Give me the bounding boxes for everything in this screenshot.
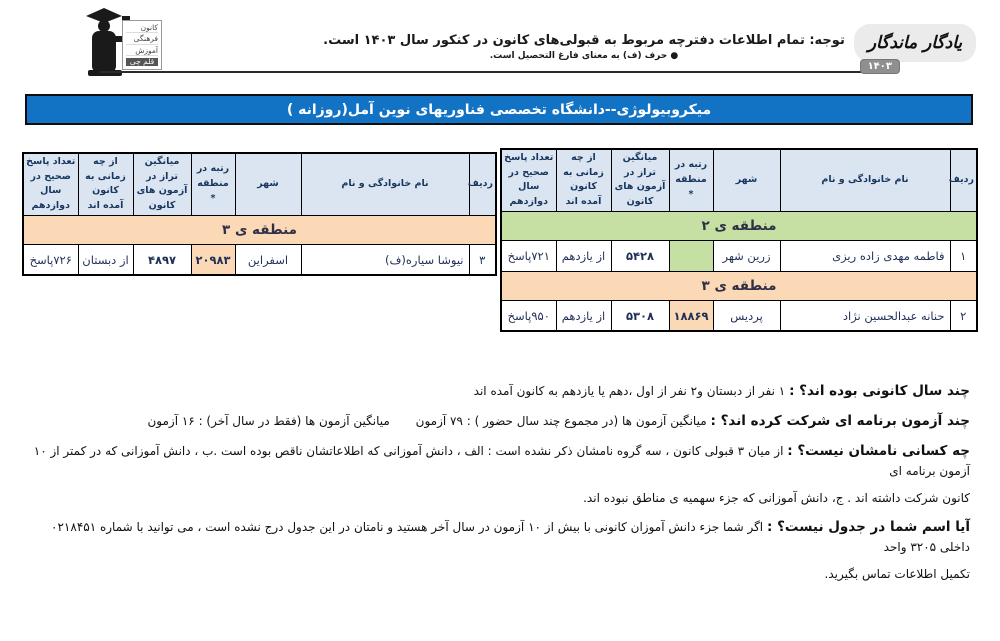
col-header-city: شهر — [235, 153, 301, 215]
results-table-left — [22, 152, 497, 276]
faq-q2-text-a: میانگین آزمون ها (در مجموع چند سال حضور ) : ۷۹ آزمون — [415, 413, 707, 428]
table-header-row — [501, 149, 977, 211]
brand-title: یادگار ماندگار — [867, 33, 963, 53]
faq-q3-text-cont: کانون شرکت داشته اند . ج، دانش آموزانی که جزء سهمیه ی مناطق نبوده اند. — [583, 491, 970, 506]
cell-avg: ۵۳۰۸ — [611, 300, 669, 331]
logo-scroll — [122, 20, 162, 70]
cell-since: از دبستان — [78, 244, 133, 275]
faq-q4-text-cont: تکمیل اطلاعات تماس بگیرید. — [824, 567, 970, 582]
col-header-radif: ردیف — [469, 153, 496, 215]
header-note-main: توجه: تمام اطلاعات دفترچه مربوط به قبولی‌های کانون در کنکور سال ۱۴۰۳ است. — [323, 33, 845, 48]
cell-answers: ۷۲۶پاسخ — [23, 244, 78, 275]
faq-q3-text: از میان ۳ قبولی کانون ، سه گروه نامشان ذکر نشده است : الف ، دانش آموزانی که اطلاعاتشان ناقص بوده است .ب ، دانش آموزانی که در کمتر از ۱۰ آزمون برنامه ای — [33, 443, 970, 478]
col-header-rank: رتبه در منطقه * — [669, 149, 713, 211]
results-table-right — [500, 148, 978, 332]
col-header-radif: ردیف — [950, 149, 977, 211]
header-note — [314, 33, 854, 61]
cell-name: حنانه عبدالحسین نژاد — [780, 300, 950, 331]
faq-q2-text-b: میانگین آزمون ها (فقط در سال آخر) : ۱۶ آزمون — [147, 413, 390, 428]
page-header — [0, 0, 1000, 92]
col-header-name: نام خانوادگی و نام — [301, 153, 469, 215]
cell-avg: ۵۴۲۸ — [611, 240, 669, 271]
footnotes — [30, 381, 970, 593]
col-header-avg: میانگین تراز در آزمون های کانون — [133, 153, 191, 215]
table-row — [501, 300, 977, 331]
faq-q4-label: آیا اسم شما در جدول نیست؟ : — [766, 518, 970, 535]
header-divider — [100, 71, 868, 73]
cell-answers: ۷۲۱پاسخ — [501, 240, 556, 271]
faq-line-4 — [30, 489, 970, 508]
faq-q3-label: چه کسانی نامشان نیست؟ : — [787, 442, 970, 459]
header-note-sub: ● حرف (ف) به معنای فارغ التحصیل است. — [489, 51, 679, 61]
faq-q1-text: ۱ نفر از دبستان و۲ نفر از اول ،دهم یا یازدهم به کانون آمده اند — [473, 384, 786, 398]
cell-city: اسفراین — [235, 244, 301, 275]
col-header-answers: تعداد پاسخ صحیح در سال دوازدهم — [23, 153, 78, 215]
logo-line-highlight: قلم چی — [126, 58, 158, 66]
faq-q2-label: چند آزمون برنامه ای شرکت کرده اند؟ : — [710, 412, 970, 429]
cell-rank — [669, 240, 713, 271]
cell-avg: ۴۸۹۷ — [133, 244, 191, 275]
col-header-avg: میانگین تراز در آزمون های کانون — [611, 149, 669, 211]
major-title-text: میکروبیولوژی--دانشگاه تخصصی فناوریهای نوین آمل(روزانه ) — [286, 101, 712, 118]
region-band-label: منطقه ی ۳ — [501, 271, 977, 300]
cell-city: پردیس — [713, 300, 780, 331]
faq-q1-label: چند سال کانونی بوده اند؟ : — [789, 383, 970, 399]
cell-name: فاطمه مهدی زاده ریزی — [780, 240, 950, 271]
col-header-answers: تعداد پاسخ صحیح در سال دوازدهم — [501, 149, 556, 211]
kanoon-logo — [78, 4, 164, 80]
cell-rank: ۱۸۸۶۹ — [669, 300, 713, 331]
logo-line: آموزش — [126, 47, 158, 56]
table-row — [23, 244, 496, 275]
col-header-since: از چه زمانی به کانون آمده اند — [78, 153, 133, 215]
faq-line-3 — [30, 441, 970, 481]
faq-line-6 — [30, 565, 970, 584]
cell-rank: ۲۰۹۸۳ — [191, 244, 235, 275]
faq-line-1 — [30, 381, 970, 402]
brand-badge — [854, 24, 976, 62]
cell-radif: ۲ — [950, 300, 977, 331]
faq-line-5 — [30, 517, 970, 557]
table-header-row — [23, 153, 496, 215]
table-row — [501, 240, 977, 271]
results-tables — [22, 148, 978, 332]
cell-radif: ۱ — [950, 240, 977, 271]
region-band-row — [501, 271, 977, 300]
col-header-city: شهر — [713, 149, 780, 211]
col-header-since: از چه زمانی به کانون آمده اند — [556, 149, 611, 211]
cell-answers: ۹۵۰پاسخ — [501, 300, 556, 331]
cell-city: زرین شهر — [713, 240, 780, 271]
logo-line: فرهنگی — [126, 35, 158, 44]
col-header-name: نام خانوادگی و نام — [780, 149, 950, 211]
region-band-row — [23, 215, 496, 244]
faq-q4-text: اگر شما جزء دانش آموزان کانونی با بیش از ۱۰ آزمون در سال آخر هستید و نامتان در این جدول درج نشده است ، می توانید با شماره ۰۲۱۸۴۵۱ داخلی ۳۲۰۵ واحد — [51, 519, 970, 554]
region-band-label: منطقه ی ۲ — [501, 211, 977, 240]
col-header-rank: رتبه در منطقه * — [191, 153, 235, 215]
logo-line: کانون — [126, 24, 158, 33]
region-band-label: منطقه ی ۳ — [23, 215, 496, 244]
major-title-bar — [25, 94, 973, 125]
cell-radif: ۳ — [469, 244, 496, 275]
faq-line-2 — [30, 411, 970, 432]
cell-since: از یازدهم — [556, 300, 611, 331]
brand-year-badge: ۱۴۰۳ — [860, 59, 900, 74]
cell-name: نیوشا سیاره(ف) — [301, 244, 469, 275]
cell-since: از یازدهم — [556, 240, 611, 271]
region-band-row — [501, 211, 977, 240]
